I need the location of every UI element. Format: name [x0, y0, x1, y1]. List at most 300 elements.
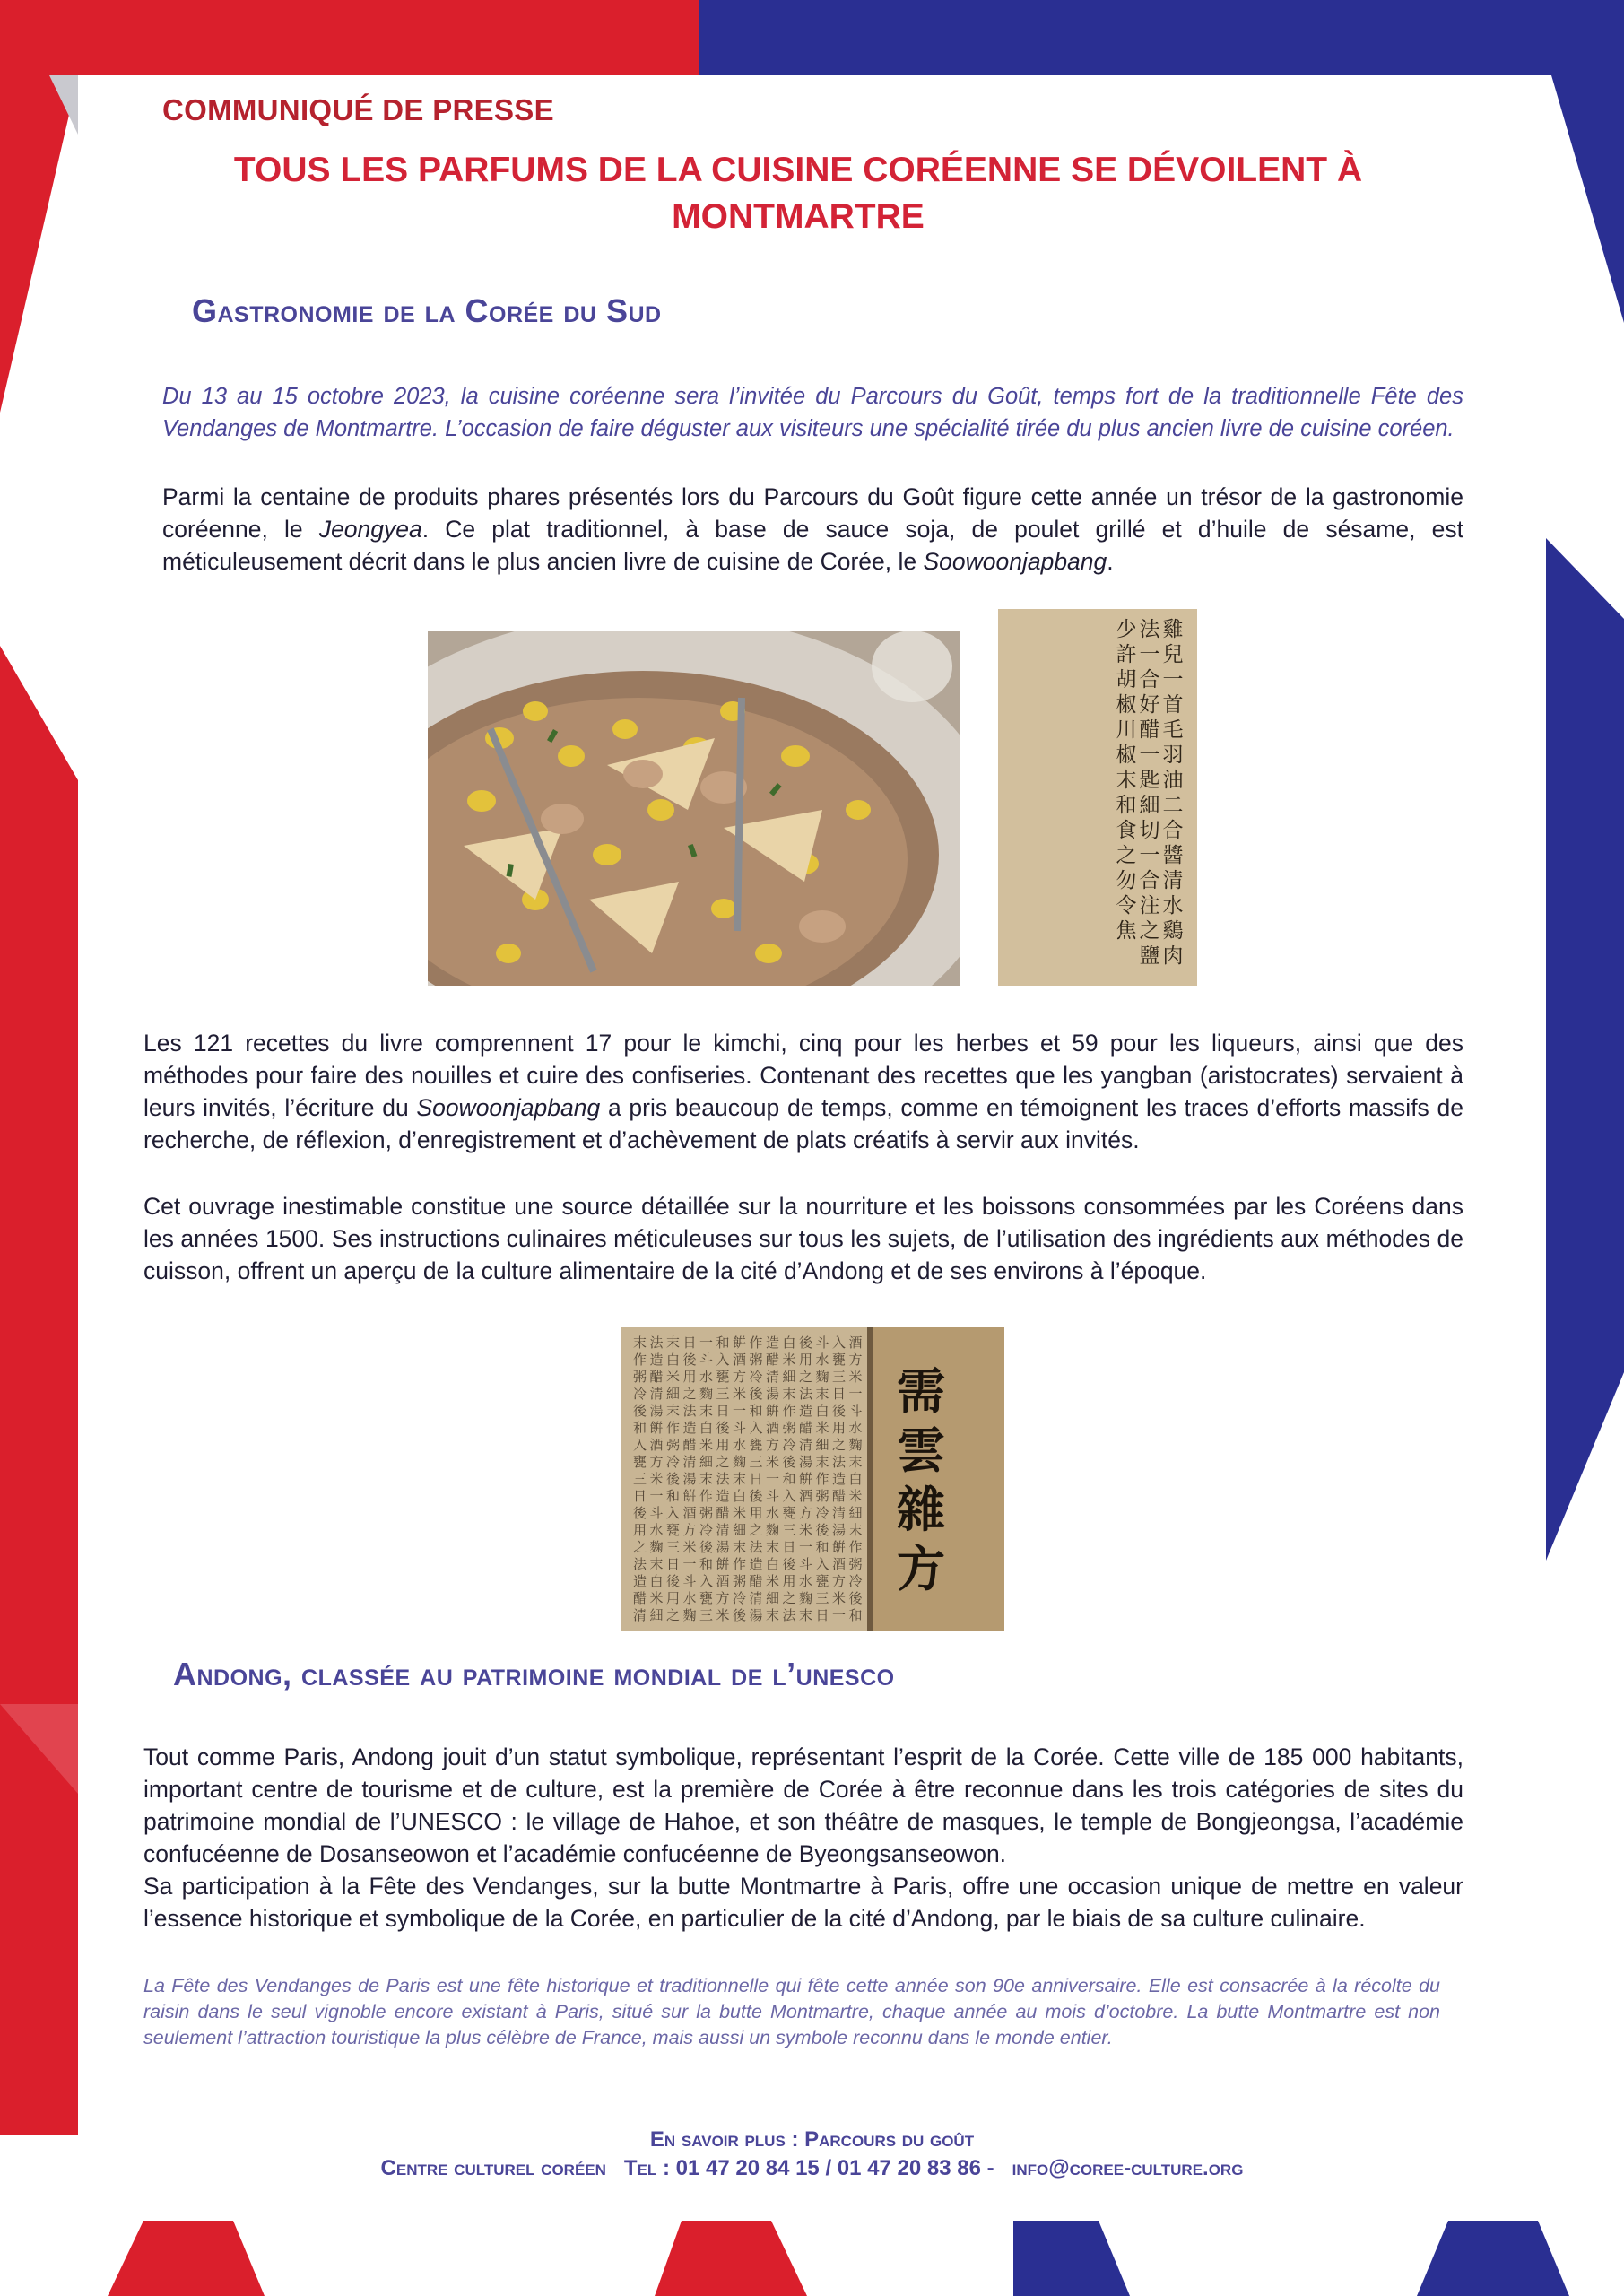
book-page-glyph: 後	[665, 1471, 681, 1487]
book-page-glyph: 之	[716, 1454, 730, 1470]
manuscript-glyph: 二	[1162, 794, 1184, 817]
manuscript-glyph: 切	[1139, 819, 1160, 842]
book-page-glyph: 法	[798, 1386, 813, 1402]
book-page-glyph: 之	[831, 1437, 847, 1453]
manuscript-glyph: 合	[1139, 668, 1160, 691]
book-page-glyph: 方	[649, 1454, 664, 1470]
text-run: Les 121 recettes du livre comprennent 17 pour le kimchi, cinq pour les herbes et 59 pour les liqueurs, ainsi que des méthodes pour faire des nouilles et cuire des confiseries. Contenant des recettes que les yangban (aristocrates) servaient à leurs invités, l’écriture du	[143, 1030, 1463, 1121]
book-page-glyph: 餠	[765, 1403, 780, 1419]
body-paragraph-1	[162, 481, 1463, 578]
book-page-glyph: 冷	[848, 1573, 863, 1589]
book-page-glyph: 造	[716, 1488, 730, 1504]
book-page-glyph: 和	[632, 1420, 647, 1436]
manuscript-glyph: 一	[1139, 643, 1160, 666]
book-page-glyph: 造	[765, 1335, 780, 1351]
book-page-glyph: 和	[848, 1607, 863, 1623]
book-page-glyph: 麴	[798, 1590, 813, 1606]
manuscript-glyph: 醬	[1162, 844, 1184, 867]
book-page-glyph: 末	[665, 1335, 681, 1351]
book-page-glyph: 入	[782, 1488, 796, 1504]
book-page-glyph: 甕	[699, 1590, 714, 1606]
text-run: .	[1107, 548, 1114, 575]
book-page-glyph: 後	[798, 1335, 813, 1351]
book-page-glyph: 水	[682, 1590, 697, 1606]
book-title: Soowoonjapbang	[416, 1094, 601, 1121]
book-page-glyph: 作	[848, 1539, 863, 1555]
book-page-glyph: 法	[649, 1335, 664, 1351]
book-page-glyph: 酒	[716, 1573, 730, 1589]
book-page-glyph: 醋	[798, 1420, 813, 1436]
book-page-glyph: 斗	[732, 1420, 747, 1436]
book-page-glyph: 水	[765, 1505, 780, 1521]
book-page-glyph: 和	[782, 1471, 796, 1487]
book-page-glyph: 末	[765, 1539, 780, 1555]
book-page-glyph: 後	[632, 1505, 647, 1521]
book-page-glyph: 米	[682, 1539, 697, 1555]
book-page-glyph: 造	[831, 1471, 847, 1487]
book-page-glyph: 餠	[831, 1539, 847, 1555]
book-page-glyph: 甕	[815, 1573, 829, 1589]
book-page-glyph: 餠	[716, 1556, 730, 1572]
book-page-glyph: 末	[632, 1335, 647, 1351]
book-page-glyph: 湯	[765, 1386, 780, 1402]
book-page-glyph: 作	[699, 1488, 714, 1504]
book-page-glyph: 細	[665, 1386, 681, 1402]
book-page-glyph: 後	[815, 1522, 829, 1538]
book-page-glyph: 米	[649, 1471, 664, 1487]
section-heading-gastronomy: Gastronomie de la Corée du Sud	[192, 292, 662, 329]
book-page-glyph: 冷	[699, 1522, 714, 1538]
book-page-glyph: 入	[716, 1352, 730, 1368]
book-page-glyph: 方	[682, 1522, 697, 1538]
book-page-glyph: 湯	[682, 1471, 697, 1487]
book-page-glyph: 酒	[831, 1556, 847, 1572]
book-page-glyph: 法	[716, 1471, 730, 1487]
book-page-glyph: 用	[682, 1369, 697, 1385]
book-page-glyph: 清	[749, 1590, 763, 1606]
book-page-glyph: 用	[831, 1420, 847, 1436]
manuscript-glyph: 毛	[1162, 718, 1184, 742]
book-page-glyph: 作	[782, 1403, 796, 1419]
book-page-glyph: 一	[699, 1335, 714, 1351]
body-paragraph-3: Cet ouvrage inestimable constitue une source détaillée sur la nourriture et les boissons consommées par les Coréens dans les années 1500. Ses instructions culinaires méticuleuses sur tous les sujets, de l’utilisation des ingrédients aux méthodes de cuisson, offrent un aperçu de la culture alimentaire de la cité d’Andong et de ses environs à l’époque.	[143, 1193, 1463, 1284]
book-page-glyph: 甕	[632, 1454, 647, 1470]
book-page-glyph: 米	[848, 1369, 863, 1385]
book-page-glyph: 法	[682, 1403, 697, 1419]
book-page-glyph: 末	[798, 1607, 813, 1623]
book-page-glyph: 米	[732, 1386, 747, 1402]
book-page-glyph: 末	[782, 1386, 796, 1402]
footer-contact	[0, 2156, 1624, 2181]
book-page-glyph: 酒	[848, 1335, 863, 1351]
book-page-glyph: 米	[765, 1454, 780, 1470]
book-page-glyph: 日	[782, 1539, 796, 1555]
book-page-glyph: 後	[782, 1556, 796, 1572]
book-page-glyph: 末	[649, 1556, 664, 1572]
book-page-glyph: 日	[831, 1386, 847, 1402]
book-page-glyph: 和	[749, 1403, 763, 1419]
book-page-glyph: 米	[831, 1590, 847, 1606]
manuscript-glyph: 合	[1162, 819, 1184, 842]
book-page-glyph: 後	[848, 1590, 863, 1606]
book-page-glyph: 後	[716, 1420, 730, 1436]
book-page-glyph: 造	[749, 1556, 763, 1572]
manuscript-glyph: 焦	[1116, 919, 1137, 943]
manuscript-glyph: 羽	[1162, 744, 1184, 767]
book-page-glyph: 粥	[782, 1420, 796, 1436]
book-page-glyph: 水	[798, 1573, 813, 1589]
book-page-glyph: 斗	[765, 1488, 780, 1504]
book-page-glyph: 斗	[649, 1505, 664, 1521]
book-page-glyph: 醋	[649, 1369, 664, 1385]
book-page-glyph: 作	[665, 1420, 681, 1436]
book-page-glyph: 白	[699, 1420, 714, 1436]
book-page-glyph: 米	[798, 1522, 813, 1538]
book-page-glyph: 末	[699, 1471, 714, 1487]
book-page-glyph: 粥	[732, 1573, 747, 1589]
book-page-glyph: 麴	[699, 1386, 714, 1402]
manuscript-glyph: 注	[1139, 894, 1160, 918]
book-page-glyph: 後	[749, 1386, 763, 1402]
book-page-glyph: 入	[665, 1505, 681, 1521]
book-page-glyph: 法	[831, 1454, 847, 1470]
book-cover-title-glyph: 雜	[897, 1481, 945, 1538]
manuscript-glyph: 水	[1162, 894, 1184, 918]
book-page-glyph: 白	[665, 1352, 681, 1368]
book-page-glyph: 酒	[765, 1420, 780, 1436]
book-page-glyph: 一	[682, 1556, 697, 1572]
book-page-glyph: 麴	[732, 1454, 747, 1470]
manuscript-glyph: 之	[1116, 844, 1137, 867]
book-page-glyph: 細	[765, 1590, 780, 1606]
book-page-glyph: 清	[716, 1522, 730, 1538]
manuscript-glyph: 醋	[1139, 718, 1160, 742]
book-page-glyph: 方	[798, 1505, 813, 1521]
book-page-glyph: 麴	[682, 1607, 697, 1623]
book-page-glyph: 用	[798, 1352, 813, 1368]
book-page-glyph: 斗	[815, 1335, 829, 1351]
book-page-glyph: 甕	[665, 1522, 681, 1538]
manuscript-glyph: 少	[1116, 618, 1137, 641]
manuscript-glyph: 兒	[1162, 643, 1184, 666]
book-page-glyph: 三	[699, 1607, 714, 1623]
book-page-glyph: 後	[831, 1403, 847, 1419]
book-page-glyph: 一	[848, 1386, 863, 1402]
book-page-glyph: 湯	[798, 1454, 813, 1470]
book-page-glyph: 餠	[649, 1420, 664, 1436]
book-page-glyph: 粥	[848, 1556, 863, 1572]
book-page-glyph: 斗	[699, 1352, 714, 1368]
book-page-glyph: 米	[716, 1607, 730, 1623]
book-page-glyph: 粥	[815, 1488, 829, 1504]
book-page-glyph: 之	[682, 1386, 697, 1402]
book-page-glyph: 三	[815, 1590, 829, 1606]
book-page-glyph: 粥	[699, 1505, 714, 1521]
book-page-glyph: 斗	[682, 1573, 697, 1589]
manuscript-glyph: 和	[1116, 794, 1137, 817]
book-page-glyph: 甕	[749, 1437, 763, 1453]
book-page-glyph: 米	[732, 1505, 747, 1521]
book-page-glyph: 方	[831, 1573, 847, 1589]
page-title: TOUS LES PARFUMS DE LA CUISINE CORÉENNE SE DÉVOILENT À MONTMARTRE	[233, 151, 1363, 236]
manuscript-glyph: 肉	[1162, 944, 1184, 968]
book-page-glyph: 醋	[749, 1573, 763, 1589]
book-page-glyph: 細	[782, 1369, 796, 1385]
book-page-glyph: 醋	[831, 1488, 847, 1504]
book-page-glyph: 湯	[649, 1403, 664, 1419]
book-page-glyph: 作	[632, 1352, 647, 1368]
book-page-glyph: 冷	[782, 1437, 796, 1453]
book-page-glyph: 之	[665, 1607, 681, 1623]
footer-more-info: En savoir plus : Parcours du goût	[649, 2127, 975, 2152]
book-page-glyph: 湯	[831, 1522, 847, 1538]
manuscript-glyph: 食	[1116, 819, 1137, 842]
book-page-glyph: 酒	[732, 1352, 747, 1368]
book-page-glyph: 米	[699, 1437, 714, 1453]
book-page-glyph: 細	[815, 1437, 829, 1453]
book-page-glyph: 米	[782, 1352, 796, 1368]
book-page-glyph: 方	[732, 1369, 747, 1385]
book-page-glyph: 之	[798, 1369, 813, 1385]
manuscript-glyph: 一	[1139, 744, 1160, 767]
book-page-glyph: 作	[732, 1556, 747, 1572]
jeongyea-dish-photo	[428, 631, 960, 986]
book-page-glyph: 冷	[749, 1369, 763, 1385]
body-paragraph-4: Tout comme Paris, Andong jouit d’un statut symbolique, représentant l’esprit de la Corée. Cette ville de 185 000 habitants, important centre de tourisme et de culture, est la première de Corée à être reconnue dans les trois catégories de sites du patrimoine mondial de l’UNESCO : le village de Hahoe, et son théâtre de masques, le temple de Bongjeongsa, l’académie confucéenne de Dosanseowon et l’académie confucéenne de Byeongsanseowon.	[143, 1744, 1463, 1867]
press-release-label: COMMUNIQUÉ DE PRESSE	[162, 93, 554, 126]
manuscript-glyph: 匙	[1139, 769, 1160, 792]
manuscript-glyph: 胡	[1116, 668, 1137, 691]
book-page-glyph: 造	[632, 1573, 647, 1589]
book-page-glyph: 用	[665, 1590, 681, 1606]
book-page-glyph: 末	[815, 1454, 829, 1470]
book-page-glyph: 一	[831, 1607, 847, 1623]
book-page-glyph: 用	[632, 1522, 647, 1538]
book-page-glyph: 水	[649, 1522, 664, 1538]
book-page-glyph: 斗	[798, 1556, 813, 1572]
book-page-glyph: 酒	[682, 1505, 697, 1521]
book-page-glyph: 細	[699, 1454, 714, 1470]
book-page-glyph: 米	[649, 1590, 664, 1606]
book-page-glyph: 麴	[815, 1369, 829, 1385]
text-run: Parmi la centaine de produits phares présentés lors du Parcours du Goût figure cette année un trésor de la gastronomie coréenne, le	[162, 483, 1463, 543]
book-page-glyph: 細	[649, 1607, 664, 1623]
book-page-glyph: 一	[765, 1471, 780, 1487]
book-page-glyph: 三	[831, 1369, 847, 1385]
book-page-glyph: 水	[815, 1352, 829, 1368]
manuscript-glyph: 川	[1116, 718, 1137, 742]
intro-paragraph: Du 13 au 15 octobre 2023, la cuisine coréenne sera l’invitée du Parcours du Goût, temps fort de la traditionnelle Fête des Vendanges de Montmartre. L’occasion de faire déguster aux visiteurs une spécialité tirée du plus ancien livre de cuisine coréen.	[162, 384, 1463, 441]
book-page-glyph: 米	[815, 1420, 829, 1436]
manuscript-glyph: 首	[1162, 693, 1184, 717]
book-page-glyph: 清	[632, 1607, 647, 1623]
manuscript-glyph: 之	[1139, 919, 1160, 943]
book-page-glyph: 日	[815, 1607, 829, 1623]
book-page-glyph: 清	[831, 1505, 847, 1521]
book-page-glyph: 白	[815, 1403, 829, 1419]
book-page-glyph: 甕	[716, 1369, 730, 1385]
book-page-glyph: 醋	[716, 1505, 730, 1521]
manuscript-glyph: 清	[1162, 869, 1184, 892]
book-page-glyph: 造	[682, 1420, 697, 1436]
text-run: . Ce plat traditionnel, à base de sauce soja, de poulet grillé et d’huile de sésame, est méticuleusement décrit dans le plus ancien livre de cuisine de Corée, le	[162, 516, 1463, 575]
footer-phone: Tel : 01 47 20 84 15 / 01 47 20 83 86 -	[623, 2156, 994, 2180]
book-page-glyph: 湯	[716, 1539, 730, 1555]
book-cover-title-glyph: 雲	[897, 1422, 945, 1479]
book-page-glyph: 三	[665, 1539, 681, 1555]
book-page-glyph: 法	[749, 1539, 763, 1555]
book-page-glyph: 之	[632, 1539, 647, 1555]
book-page-glyph: 斗	[848, 1403, 863, 1419]
book-page-glyph: 末	[815, 1386, 829, 1402]
manuscript-glyph: 好	[1139, 693, 1160, 717]
book-page-glyph: 日	[716, 1403, 730, 1419]
book-page-glyph: 用	[782, 1573, 796, 1589]
book-page-glyph: 三	[782, 1522, 796, 1538]
book-page-glyph: 後	[749, 1488, 763, 1504]
dish-name: Jeongyea	[318, 516, 422, 543]
book-page-glyph: 酒	[649, 1437, 664, 1453]
book-page-glyph: 末	[699, 1403, 714, 1419]
manuscript-glyph: 末	[1116, 769, 1137, 792]
book-page-glyph: 粥	[632, 1369, 647, 1385]
book-page-glyph: 水	[732, 1437, 747, 1453]
section-heading-andong: Andong, classée au patrimoine mondial de l’unesco	[173, 1656, 895, 1692]
book-page-glyph: 米	[848, 1488, 863, 1504]
book-page-glyph: 後	[699, 1539, 714, 1555]
book-page-glyph: 入	[831, 1335, 847, 1351]
book-page-glyph: 入	[699, 1573, 714, 1589]
book-page-glyph: 醋	[765, 1352, 780, 1368]
book-page-glyph: 之	[782, 1590, 796, 1606]
book-page-glyph: 末	[665, 1403, 681, 1419]
book-page-glyph: 白	[649, 1573, 664, 1589]
manuscript-glyph: 許	[1116, 643, 1137, 666]
book-page-glyph: 後	[732, 1607, 747, 1623]
book-page-glyph: 水	[848, 1420, 863, 1436]
book-page-glyph: 餠	[732, 1335, 747, 1351]
book-page-glyph: 入	[815, 1556, 829, 1572]
book-page-glyph: 作	[815, 1471, 829, 1487]
book-page-glyph: 末	[848, 1454, 863, 1470]
book-page-glyph: 一	[732, 1403, 747, 1419]
book-page-glyph: 一	[649, 1488, 664, 1504]
book-page-glyph: 冷	[732, 1590, 747, 1606]
manuscript-glyph: 椒	[1116, 693, 1137, 717]
book-page-glyph: 三	[749, 1454, 763, 1470]
book-page-glyph: 日	[682, 1335, 697, 1351]
manuscript-glyph: 合	[1139, 869, 1160, 892]
book-page-glyph: 細	[732, 1522, 747, 1538]
manuscript-page-photo	[998, 609, 1197, 986]
book-page-glyph: 米	[665, 1369, 681, 1385]
book-page-glyph: 冷	[632, 1386, 647, 1402]
book-page-glyph: 餠	[798, 1471, 813, 1487]
book-page-glyph: 方	[765, 1437, 780, 1453]
manuscript-glyph: 勿	[1116, 869, 1137, 892]
book-page-glyph: 作	[749, 1335, 763, 1351]
manuscript-glyph: 細	[1139, 794, 1160, 817]
book-page-glyph: 甕	[831, 1352, 847, 1368]
book-page-glyph: 末	[732, 1471, 747, 1487]
body-paragraph-2	[143, 1027, 1463, 1156]
book-page-glyph: 後	[665, 1573, 681, 1589]
book-page-glyph: 冷	[665, 1454, 681, 1470]
book-page-glyph: 醋	[632, 1590, 647, 1606]
book-page-glyph: 醋	[682, 1437, 697, 1453]
book-page-glyph: 末	[848, 1522, 863, 1538]
book-cover-title-glyph: 方	[897, 1540, 945, 1597]
book-page-glyph: 和	[665, 1488, 681, 1504]
footer-org: Centre culturel coréen	[380, 2156, 606, 2180]
book-page-glyph: 造	[798, 1403, 813, 1419]
book-cover-title-glyph: 需	[897, 1362, 945, 1420]
book-page-glyph: 白	[765, 1556, 780, 1572]
book-page-glyph: 日	[632, 1488, 647, 1504]
book-page-glyph: 白	[848, 1471, 863, 1487]
book-page-glyph: 和	[815, 1539, 829, 1555]
book-page-glyph: 法	[632, 1556, 647, 1572]
book-page-glyph: 清	[682, 1454, 697, 1470]
manuscript-glyph: 一	[1162, 668, 1184, 691]
book-page-glyph: 之	[749, 1522, 763, 1538]
book-page-glyph: 後	[782, 1454, 796, 1470]
book-page-glyph: 細	[848, 1505, 863, 1521]
book-page-glyph: 酒	[798, 1488, 813, 1504]
manuscript-glyph: 椒	[1116, 744, 1137, 767]
book-page-glyph: 清	[798, 1437, 813, 1453]
book-page-glyph: 入	[632, 1437, 647, 1453]
book-page-glyph: 後	[632, 1403, 647, 1419]
book-page-glyph: 和	[699, 1556, 714, 1572]
book-page-glyph: 白	[732, 1488, 747, 1504]
book-page-glyph: 麴	[848, 1437, 863, 1453]
book-page-glyph: 三	[632, 1471, 647, 1487]
body-paragraph-5: Sa participation à la Fête des Vendanges, sur la butte Montmartre à Paris, offre une occasion unique de mettre en valeur l’essence historique et symbolique de la Corée, en particulier de la cité d’Andong, par le biais de sa culture culinaire.	[143, 1873, 1463, 1932]
book-page-glyph: 一	[798, 1539, 813, 1555]
book-page-glyph: 方	[716, 1590, 730, 1606]
manuscript-glyph: 一	[1139, 844, 1160, 867]
book-page-glyph: 餠	[682, 1488, 697, 1504]
book-title: Soowoonjapbang	[923, 548, 1107, 575]
book-page-glyph: 末	[732, 1539, 747, 1555]
book-page-glyph: 日	[749, 1471, 763, 1487]
book-page-glyph: 後	[682, 1352, 697, 1368]
book-page-glyph: 方	[848, 1352, 863, 1368]
book-page-glyph: 末	[765, 1607, 780, 1623]
book-page-glyph: 三	[716, 1386, 730, 1402]
book-page-glyph: 清	[765, 1369, 780, 1385]
fete-des-vendanges-note: La Fête des Vendanges de Paris est une fête historique et traditionnelle qui fête cette année son 90e anniversaire. Elle est consacrée à la récolte du raisin dans le seul vignoble encore existant à Paris, situé sur la butte Montmartre, chaque année au mois d’octobre. La butte Montmartre est non seulement l’attraction touristique la plus célèbre de France, mais aussi un symbole reconnu dans le monde entier.	[143, 1975, 1440, 2048]
book-page-glyph: 入	[749, 1420, 763, 1436]
book-page-glyph: 冷	[815, 1505, 829, 1521]
book-page-glyph: 造	[649, 1352, 664, 1368]
book-page-glyph: 水	[699, 1369, 714, 1385]
footer-email-link[interactable]: info@coree-culture.org	[1012, 2156, 1244, 2180]
book-page-glyph: 粥	[665, 1437, 681, 1453]
book-page-glyph: 粥	[749, 1352, 763, 1368]
book-page-glyph: 白	[782, 1335, 796, 1351]
book-page-glyph: 清	[649, 1386, 664, 1402]
book-page-glyph: 麴	[765, 1522, 780, 1538]
manuscript-glyph: 令	[1116, 894, 1137, 918]
book-page-glyph: 湯	[749, 1607, 763, 1623]
book-page-glyph: 和	[716, 1335, 730, 1351]
manuscript-glyph: 油	[1162, 769, 1184, 792]
manuscript-glyph: 雞	[1162, 618, 1184, 641]
manuscript-glyph: 鹽	[1139, 944, 1160, 968]
book-page-glyph: 用	[749, 1505, 763, 1521]
